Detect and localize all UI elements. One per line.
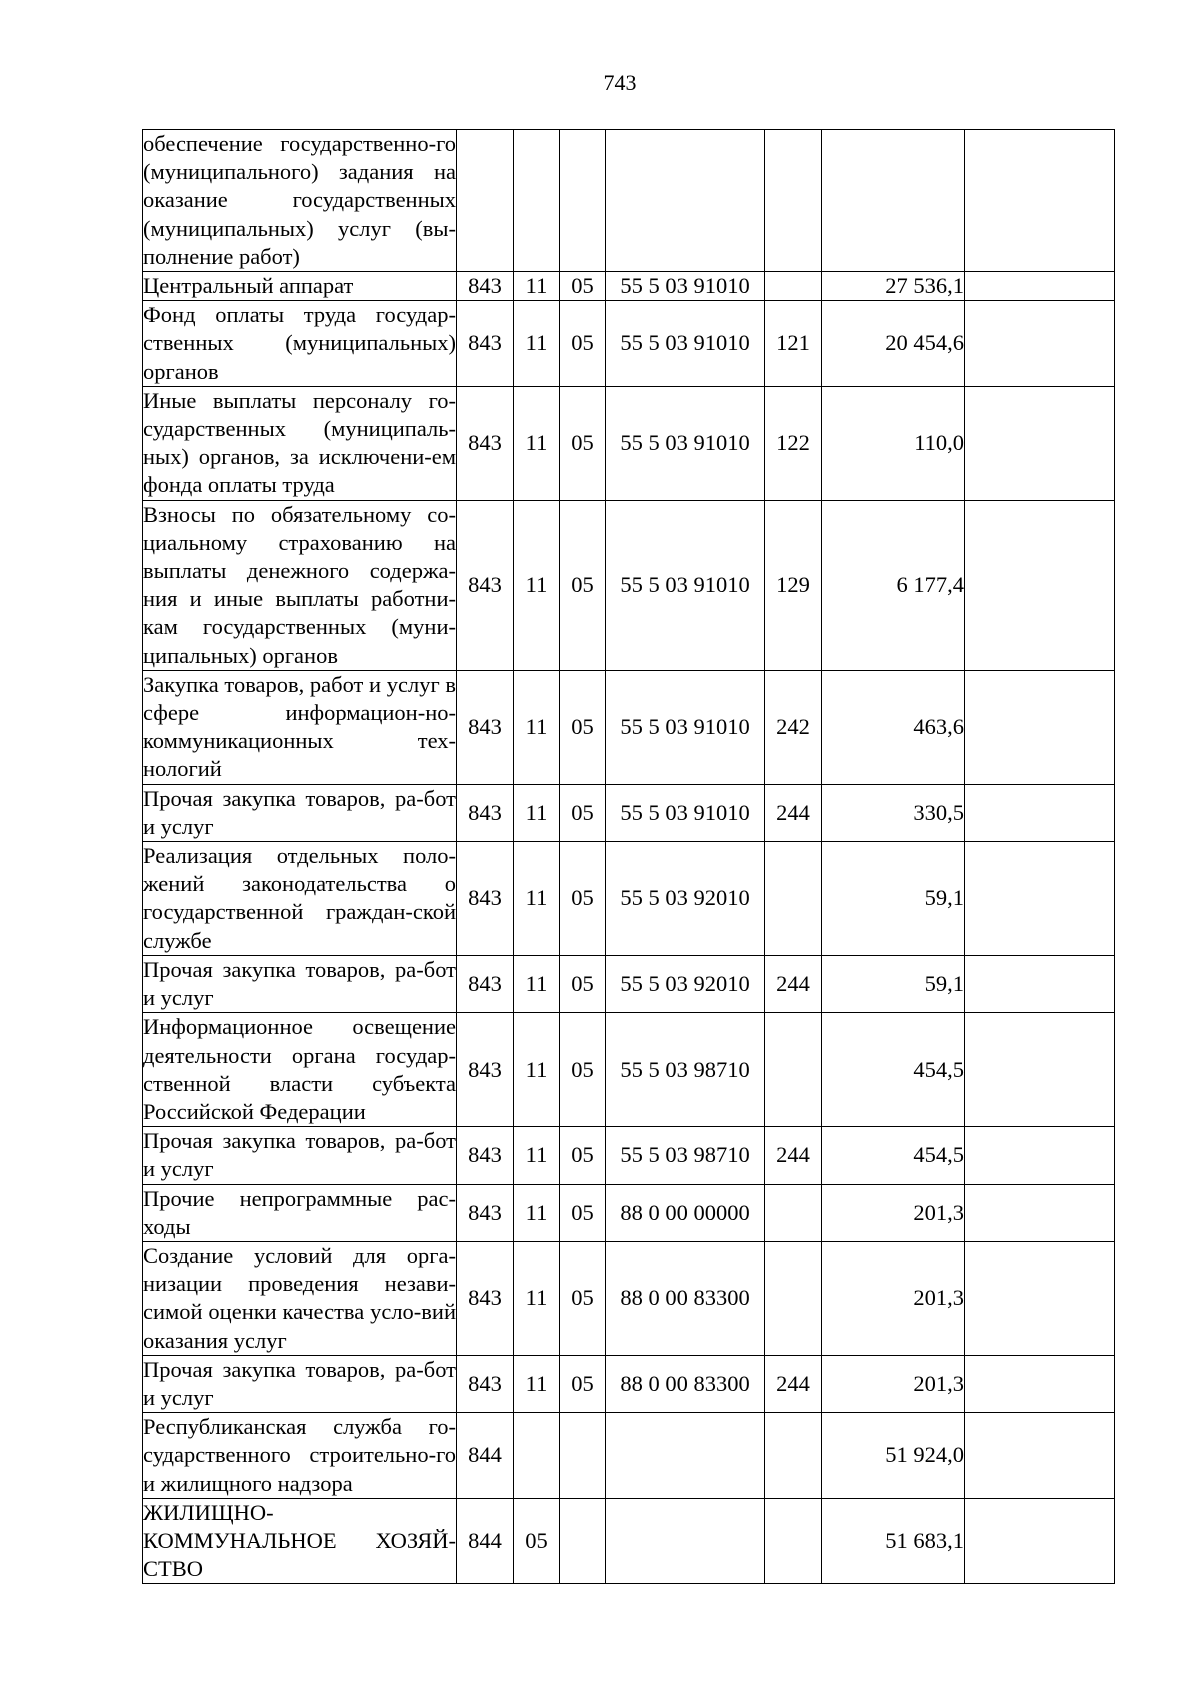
row-vr — [765, 842, 822, 956]
row-ved: 843 — [457, 842, 514, 956]
row-rz: 11 — [514, 1355, 560, 1412]
row-name: Создание условий для орга-низации проведения незави-симой оценки качества усло-вий оказания услуг — [143, 1241, 457, 1355]
row-pr: 05 — [560, 1241, 606, 1355]
row-blank-cell — [965, 130, 1115, 272]
row-name: Прочая закупка товаров, ра-бот и услуг — [143, 955, 457, 1012]
row-sum: 454,5 — [822, 1127, 965, 1184]
row-sum: 51 924,0 — [822, 1413, 965, 1499]
row-vr — [765, 1498, 822, 1584]
row-vr — [765, 1241, 822, 1355]
row-ved — [457, 130, 514, 272]
row-pr: 05 — [560, 670, 606, 784]
row-rz: 11 — [514, 500, 560, 670]
row-ved: 843 — [457, 1013, 514, 1127]
row-csr: 55 5 03 91010 — [606, 500, 765, 670]
row-csr: 55 5 03 98710 — [606, 1127, 765, 1184]
row-blank-cell — [965, 1013, 1115, 1127]
row-rz — [514, 1413, 560, 1499]
table-row — [143, 955, 1115, 1012]
table-row — [143, 500, 1115, 670]
row-name: Прочая закупка товаров, ра-бот и услуг — [143, 784, 457, 841]
row-pr: 05 — [560, 955, 606, 1012]
row-blank-cell — [965, 1241, 1115, 1355]
row-blank-cell — [965, 670, 1115, 784]
row-ved: 843 — [457, 1184, 514, 1241]
table-row — [143, 784, 1115, 841]
row-name: Центральный аппарат — [143, 272, 457, 301]
row-pr: 05 — [560, 1184, 606, 1241]
row-vr — [765, 272, 822, 301]
row-ved: 844 — [457, 1498, 514, 1584]
row-rz: 05 — [514, 1498, 560, 1584]
row-name: обеспечение государственно-го (муниципального) задания на оказание государственных (муниципальных) услуг (вы-полнение работ) — [143, 130, 457, 272]
row-csr: 55 5 03 91010 — [606, 784, 765, 841]
row-blank-cell — [965, 301, 1115, 387]
row-vr: 121 — [765, 301, 822, 387]
row-vr: 244 — [765, 955, 822, 1012]
row-name: Иные выплаты персоналу го-сударственных (муниципаль-ных) органов, за исключени-ем фонда оплаты труда — [143, 386, 457, 500]
row-csr: 88 0 00 00000 — [606, 1184, 765, 1241]
table-row — [143, 842, 1115, 956]
row-vr: 122 — [765, 386, 822, 500]
row-sum: 463,6 — [822, 670, 965, 784]
row-name: Республиканская служба го-сударственного строительно-го и жилищного надзора — [143, 1413, 457, 1499]
row-csr: 55 5 03 91010 — [606, 670, 765, 784]
row-name: Прочие непрограммные рас-ходы — [143, 1184, 457, 1241]
row-rz: 11 — [514, 784, 560, 841]
row-csr: 55 5 03 91010 — [606, 301, 765, 387]
row-sum: 330,5 — [822, 784, 965, 841]
row-rz: 11 — [514, 1241, 560, 1355]
row-vr: 244 — [765, 1127, 822, 1184]
row-ved: 843 — [457, 1241, 514, 1355]
row-pr: 05 — [560, 784, 606, 841]
row-csr — [606, 1413, 765, 1499]
row-vr — [765, 1013, 822, 1127]
row-sum: 51 683,1 — [822, 1498, 965, 1584]
row-blank-cell — [965, 955, 1115, 1012]
row-csr — [606, 130, 765, 272]
row-sum: 201,3 — [822, 1184, 965, 1241]
row-rz: 11 — [514, 301, 560, 387]
row-vr — [765, 1413, 822, 1499]
row-ved: 843 — [457, 1355, 514, 1412]
row-sum: 27 536,1 — [822, 272, 965, 301]
row-pr: 05 — [560, 1013, 606, 1127]
row-csr: 55 5 03 91010 — [606, 386, 765, 500]
row-vr — [765, 130, 822, 272]
row-vr: 244 — [765, 784, 822, 841]
table-row — [143, 1013, 1115, 1127]
table-row — [143, 1355, 1115, 1412]
table-row — [143, 670, 1115, 784]
row-rz — [514, 130, 560, 272]
row-blank-cell — [965, 1498, 1115, 1584]
row-pr — [560, 1413, 606, 1499]
row-rz: 11 — [514, 670, 560, 784]
row-rz: 11 — [514, 1184, 560, 1241]
table-row — [143, 386, 1115, 500]
row-pr: 05 — [560, 272, 606, 301]
row-ved: 843 — [457, 500, 514, 670]
row-blank-cell — [965, 1413, 1115, 1499]
row-ved: 843 — [457, 301, 514, 387]
table-row — [143, 301, 1115, 387]
row-pr: 05 — [560, 386, 606, 500]
row-sum: 201,3 — [822, 1355, 965, 1412]
row-sum — [822, 130, 965, 272]
row-pr: 05 — [560, 500, 606, 670]
table-row — [143, 1127, 1115, 1184]
row-blank-cell — [965, 842, 1115, 956]
row-name: Прочая закупка товаров, ра-бот и услуг — [143, 1127, 457, 1184]
row-name: Реализация отдельных поло-жений законодательства о государственной граждан-ской службе — [143, 842, 457, 956]
row-vr: 244 — [765, 1355, 822, 1412]
row-blank-cell — [965, 1127, 1115, 1184]
row-sum: 201,3 — [822, 1241, 965, 1355]
row-ved: 843 — [457, 1127, 514, 1184]
row-blank-cell — [965, 272, 1115, 301]
row-pr — [560, 130, 606, 272]
row-ved: 843 — [457, 670, 514, 784]
row-pr: 05 — [560, 1355, 606, 1412]
row-vr: 129 — [765, 500, 822, 670]
table-row — [143, 1241, 1115, 1355]
row-ved: 843 — [457, 784, 514, 841]
row-sum: 6 177,4 — [822, 500, 965, 670]
row-blank-cell — [965, 386, 1115, 500]
row-rz: 11 — [514, 1127, 560, 1184]
row-blank-cell — [965, 1355, 1115, 1412]
row-sum: 59,1 — [822, 955, 965, 1012]
row-csr: 55 5 03 98710 — [606, 1013, 765, 1127]
row-name: Взносы по обязательному со-циальному страхованию на выплаты денежного содержа-ния и иные выплаты работни-кам государственных (муни-ципальных) органов — [143, 500, 457, 670]
table-row — [143, 1498, 1115, 1584]
row-name: Прочая закупка товаров, ра-бот и услуг — [143, 1355, 457, 1412]
row-ved: 843 — [457, 386, 514, 500]
row-blank-cell — [965, 500, 1115, 670]
row-sum: 59,1 — [822, 842, 965, 956]
row-csr — [606, 1498, 765, 1584]
row-ved: 843 — [457, 272, 514, 301]
row-csr: 55 5 03 92010 — [606, 955, 765, 1012]
table-row — [143, 1413, 1115, 1499]
row-csr: 88 0 00 83300 — [606, 1241, 765, 1355]
row-pr — [560, 1498, 606, 1584]
row-rz: 11 — [514, 842, 560, 956]
row-name: Закупка товаров, работ и услуг в сфере информацион-но-коммуникационных тех-нологий — [143, 670, 457, 784]
row-ved: 843 — [457, 955, 514, 1012]
row-blank-cell — [965, 1184, 1115, 1241]
table-row — [143, 272, 1115, 301]
row-name: Фонд оплаты труда государ-ственных (муниципальных) органов — [143, 301, 457, 387]
row-pr: 05 — [560, 842, 606, 956]
row-blank-cell — [965, 784, 1115, 841]
row-rz: 11 — [514, 1013, 560, 1127]
row-rz: 11 — [514, 955, 560, 1012]
row-csr: 88 0 00 83300 — [606, 1355, 765, 1412]
table-row — [143, 1184, 1115, 1241]
row-name: Информационное освещение деятельности органа государ-ственной власти субъекта Российской Федерации — [143, 1013, 457, 1127]
row-ved: 844 — [457, 1413, 514, 1499]
row-csr: 55 5 03 91010 — [606, 272, 765, 301]
row-sum: 20 454,6 — [822, 301, 965, 387]
table-row — [143, 130, 1115, 272]
budget-table — [142, 129, 1115, 1584]
row-pr: 05 — [560, 1127, 606, 1184]
row-vr: 242 — [765, 670, 822, 784]
row-vr — [765, 1184, 822, 1241]
row-rz: 11 — [514, 272, 560, 301]
page-number: 743 — [603, 70, 637, 95]
row-sum: 454,5 — [822, 1013, 965, 1127]
row-csr: 55 5 03 92010 — [606, 842, 765, 956]
row-rz: 11 — [514, 386, 560, 500]
row-name: ЖИЛИЩНО-КОММУНАЛЬНОЕ ХОЗЯЙ-СТВО — [143, 1498, 457, 1584]
row-pr: 05 — [560, 301, 606, 387]
row-sum: 110,0 — [822, 386, 965, 500]
